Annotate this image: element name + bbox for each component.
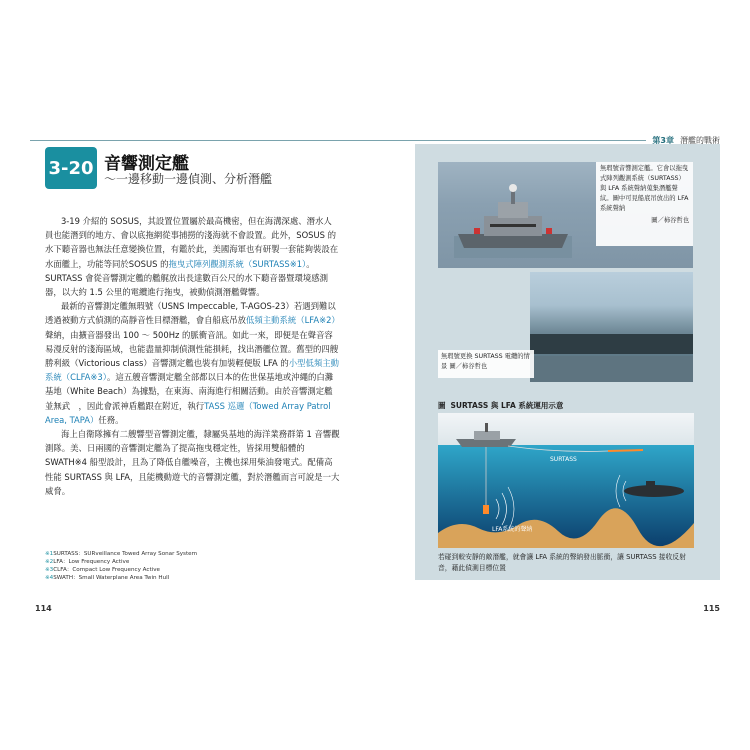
body-text [45,214,340,498]
p2-b: 聲納，由擴音器發出 100 ～ 500Hz 的脈衝音訊。如此一來，即便是在聲音容易漫反射的淺海區域，也能盡量抑制偵測性能損耗，找出潛艦位置。舊型的四艘勝利級（Victorious class）音響測定艦也裝有加裝輕便版 LFA 的 [45,329,339,369]
p2-d: 任務。 [98,414,124,425]
section-number-badge: 3-20 [45,147,97,189]
term-lfa: 低頻主動系統（LFA※2） [246,315,340,326]
footnote: ※2LFA：Low Frequency Active [45,559,130,565]
term-clfa: 小型低頻主動系統（CLFA※3） [45,358,340,383]
photo1-caption-text: 無瑕號音響測定艦。它會以拖曳式陣列觀測系統（SURTASS）與 LFA 系統聲納蒐集潛艦聲紋。圖中可見船底吊放出的 LFA 系統聲納 [600,165,689,212]
figure-title [438,400,563,411]
paragraph-1 [45,214,340,299]
page-number-right: 115 [703,604,720,613]
dock-area [530,356,693,382]
photo2-caption-text: 無瑕號更換 SURTASS 電纜的情景 [441,353,530,370]
page-number-left: 114 [35,604,52,613]
photo-cable-replacement [530,272,693,382]
section-subtitle: 〜一邊移動一邊偵測、分析潛艦 [104,172,273,186]
ship-illustration [454,184,572,258]
book-spread [30,130,720,618]
photo2-caption [438,350,534,378]
p1-tail: 以大約 1.5 公里的電纜進行拖曳，被動偵測潛艦聲響。 [61,287,265,298]
p1-line: 會設置。此外，SOSUS 的水下聽音器也無法任意變換位置，有鑑 [45,230,336,255]
figure-title-text: SURTASS 與 LFA 系統運用示意 [450,401,564,410]
figure-tag: 圖 [438,401,446,410]
p2-a: 最新的音響測定艦無瑕號（USNS Impeccable, T-AGOS-23）若遇到難以透過被動方式偵測的高靜音性目標潛艦，會自船底吊放 [45,301,336,326]
figure-caption: 若碰到較安靜的敵潛艦，就會讓 LFA 系統的聲納發出脈衝，讓 SURTASS 接收反射音，藉此偵測目標位置 [438,553,686,572]
footnote: ※3CLFA：Compact Low Frequency Active [45,567,160,573]
label-surtass: SURTASS [550,456,577,463]
p1-line: 於此，美國海軍也有研製一套能夠裝設在水面艦上，功能等同於 [45,244,339,269]
photo1-caption [596,162,693,246]
chapter-number: 第3章 [652,135,674,145]
p1-line: 3-19 介紹的 SOSUS，其設置位置屬於最高機密，但在海溝深 [60,216,290,226]
photo2-credit: 圖／柿谷哲也 [449,363,488,370]
p1-line: SOSUS 的 [128,258,169,269]
lfa-sonar [483,505,489,514]
term-surtass: 拖曳式陣列觀測系統（SURTASS※1） [168,258,307,269]
towed-array [608,450,643,451]
p1-tail: 響測定艦的艦艉放出長達數百公尺的水下聽音器暨環境感測器， [45,272,329,298]
header-rule [30,140,720,141]
photo1-credit: 圖／柿谷哲也 [651,217,689,224]
term-tass: TASS 巡邏（Towed Array Patrol Area, TAPA） [45,400,331,425]
vessel-silhouette [530,334,693,354]
footnote: ※1SURTASS：SURveillance Towed Array Sonar System [45,551,198,557]
paragraph-3: 海上自衛隊擁有二艘響型音響測定艦，隸屬吳基地的海洋業務群第 1 音響觀測隊。美、日兩國的音響測定艦為了提高拖曳穩定性，皆採用雙船體的 SWATH※4 船型設計，且為了降低自艦噪音，主機也採用柴油發電式。配備高性能 SURTASS 與 LFA，且能機動遊弋的音響測定艦，對於潛艦而言可說是一大威脅。 [45,429,340,496]
p1-tail: 。SURTASS 會從音 [45,258,315,283]
section-title: 音響測定艦 [104,154,189,174]
label-lfa: LFA系統的聲納 [492,526,533,533]
footnote: ※4SWATH：Small Waterplane Area Twin Hull [45,575,170,581]
chapter-name: 潛艦的戰術 [680,135,720,145]
footnotes [45,550,340,582]
paragraph-2 [45,299,340,427]
p2-c: 。這五艘音響測定艦全部都以日本的佐世保基地或沖繩的白灘基地（White Beach）為據點，在東海、南海進行相關活動。由於音響測定艦並無武 ，因此會派神盾艦跟在附近，執行 [45,372,334,411]
p1-line: 處、潛水人員也能潛到的地方、會以底拖網從事捕撈的淺海就不 [45,216,332,241]
surtass-lfa-diagram [438,413,694,548]
